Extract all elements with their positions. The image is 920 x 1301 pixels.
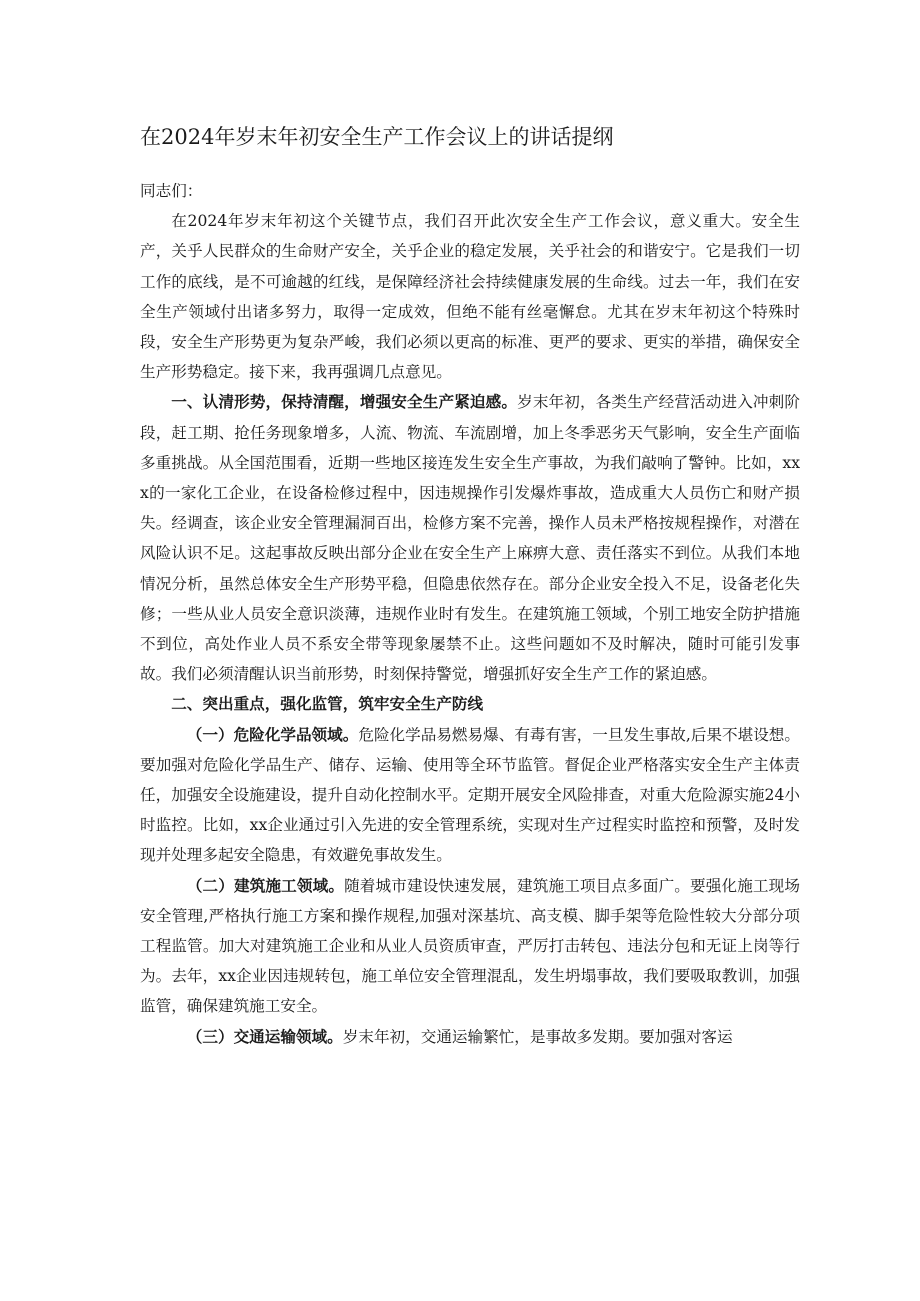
section-2-item-1 (140, 720, 800, 871)
section-2-item-2 (140, 871, 800, 1022)
section-2-item-3-text: 岁末年初，交通运输繁忙，是事故多发期。要加强对客运 (342, 1027, 733, 1046)
section-1-text: 岁末年初，各类生产经营活动进入冲刺阶段，赶工期、抢任务现象增多，人流、物流、车流剧增，加上冬季恶劣天气影响，安全生产面临多重挑战。从全国范围看，近期一些地区接连发生安全生产事故，为我们敲响了警钟。比如，xxx的一家化工企业，在设备检修过程中，因违规操作引发爆炸事故，造成重大人员伤亡和财产损失。经调查，该企业安全管理漏洞百出，检修方案不完善，操作人员未严格按规程操作，对潜在风险认识不足。这起事故反映出部分企业在安全生产上麻痹大意、责任落实不到位。从我们本地情况分析，虽然总体安全生产形势平稳，但隐患依然存在。部分企业安全投入不足，设备老化失修；一些从业人员安全意识淡薄，违规作业时有发生。在建筑施工领域，个别工地安全防护措施不到位，高处作业人员不系安全带等现象屡禁不止。这些问题如不及时解决，随时可能引发事故。我们必须清醒认识当前形势，时刻保持警觉，增强抓好安全生产工作的紧迫感。 (140, 393, 800, 684)
section-1-paragraph (140, 387, 800, 689)
document-body (140, 176, 800, 1052)
salutation: 同志们： (140, 182, 203, 200)
section-2-item-2-text: 随着城市建设快速发展，建筑施工项目点多面广。要强化施工现场安全管理,严格执行施工方案和操作规程,加强对深基坑、高支模、脚手架等危险性较大分部分项工程监管。加大对建筑施工企业和从业人员资质审查，严厉打击转包、违法分包和无证上岗等行为。去年，xx企业因违规转包，施工单位安全管理混乱，发生坍塌事故，我们要吸取教训，加强监管，确保建筑施工安全。 (140, 876, 800, 1016)
section-2-item-3-heading: （三）交通运输领域。 (186, 1026, 343, 1046)
document-title: 在2024年岁末年初安全生产工作会议上的讲话提纲 (140, 125, 614, 149)
section-2-heading: 二、突出重点，强化监管，筑牢安全生产防线 (171, 694, 484, 714)
section-1-heading: 一、认清形势，保持清醒，增强安全生产紧迫感。 (171, 392, 518, 412)
section-2-item-1-heading: （一）危险化学品领域。 (186, 724, 359, 744)
section-2-item-3 (140, 1022, 800, 1052)
intro-paragraph: 在2024年岁末年初这个关键节点，我们召开此次安全生产工作会议，意义重大。安全生产，关乎人民群众的生命财产安全，关乎企业的稳定发展，关乎社会的和谐安宁。它是我们一切工作的底线，是不可逾越的红线，是保障经济社会持续健康发展的生命线。过去一年，我们在安全生产领域付出诸多努力，取得一定成效，但绝不能有丝毫懈怠。尤其在岁末年初这个特殊时段，安全生产形势更为复杂严峻，我们必须以更高的标准、更严的要求、更实的举措，确保安全生产形势稳定。接下来，我再强调几点意见。 (140, 212, 800, 382)
section-2-item-2-heading: （二）建筑施工领域。 (186, 875, 345, 895)
section-2-item-1-text: 危险化学品易燃易爆、有毒有害，一旦发生事故,后果不堪设想。要加强对危险化学品生产、储存、运输、使用等全环节监管。督促企业严格落实安全生产主体责任，加强安全设施建设，提升自动化控制水平。定期开展安全风险排查，对重大危险源实施24小时监控。比如，xx企业通过引入先进的安全管理系统，实现对生产过程实时监控和预警，及时发现并处理多起安全隐患，有效避免事故发生。 (140, 725, 800, 865)
